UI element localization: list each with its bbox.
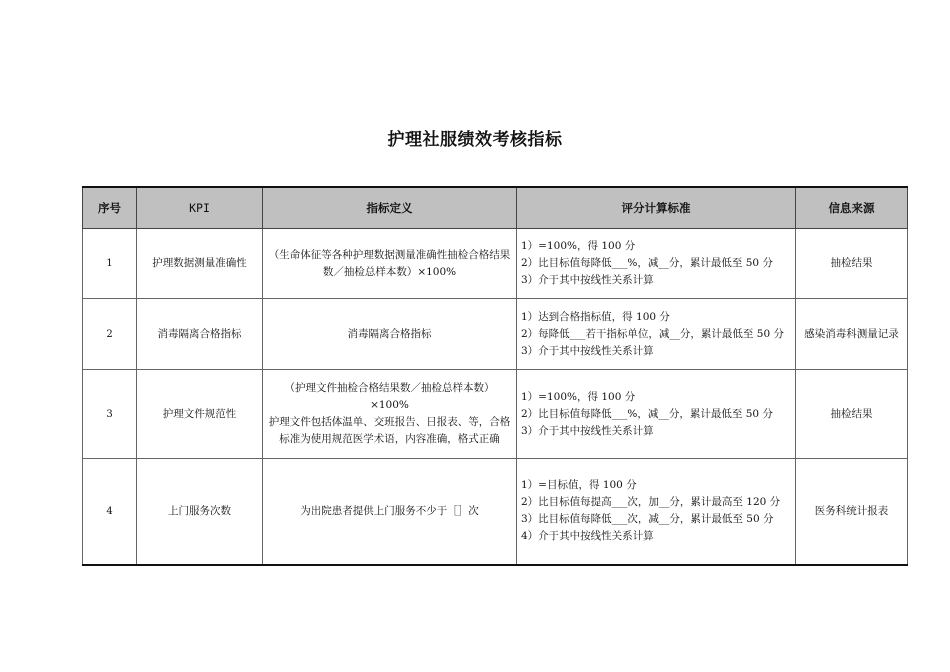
scoring-line: 1）达到合格指标值，得 100 分 bbox=[521, 310, 670, 323]
row-source: 抽检结果 bbox=[796, 370, 908, 459]
definition-line: 为出院患者提供上门服务不少于［］次 bbox=[300, 504, 479, 517]
document-title: 护理社服绩效考核指标 bbox=[387, 130, 563, 150]
table-row bbox=[83, 370, 908, 459]
table-header-row bbox=[83, 187, 908, 229]
header-definition: 指标定义 bbox=[263, 187, 517, 229]
scoring-line: 2）比目标值每降低___%，减__分，累计最低至 50 分 bbox=[521, 407, 773, 420]
row-seq: 3 bbox=[83, 370, 137, 459]
table-row bbox=[83, 229, 908, 299]
row-kpi: 护理数据测量准确性 bbox=[137, 229, 263, 299]
row-seq: 4 bbox=[83, 459, 137, 565]
row-definition bbox=[263, 299, 517, 370]
scoring-line: 4）介于其中按线性关系计算 bbox=[521, 530, 654, 543]
definition-line: （护理文件抽检合格结果数／抽检总样本数）×100% bbox=[284, 382, 495, 411]
row-kpi: 上门服务次数 bbox=[137, 459, 263, 565]
scoring-line: 1）=100%，得 100 分 bbox=[521, 240, 636, 252]
row-scoring bbox=[517, 459, 796, 565]
definition-line: 护理文件包括体温单、交班报告、日报表、等，合格标准为使用规范医学术语，内容准确，格式正确 bbox=[268, 416, 511, 445]
row-source: 抽检结果 bbox=[796, 229, 908, 299]
row-scoring bbox=[517, 299, 796, 370]
scoring-line: 2）每降低___若干指标单位，减__分，累计最低至 50 分 bbox=[521, 327, 784, 340]
table-row bbox=[83, 459, 908, 565]
scoring-line: 3）比目标值每降低___次，减__分，累计最低至 50 分 bbox=[521, 513, 774, 526]
row-kpi: 护理文件规范性 bbox=[137, 370, 263, 459]
header-kpi: KPI bbox=[137, 187, 263, 229]
definition-line: （生命体征等各种护理数据测量准确性抽检合格结果数／抽检总样本数）×100% bbox=[268, 248, 511, 278]
scoring-line: 3）介于其中按线性关系计算 bbox=[521, 274, 654, 286]
row-definition bbox=[263, 229, 517, 299]
row-source: 感染消毒科测量记录 bbox=[796, 299, 908, 370]
scoring-line: 2）比目标值每降低___%，减__分，累计最低至 50 分 bbox=[521, 257, 773, 269]
row-definition bbox=[263, 370, 517, 459]
row-seq: 1 bbox=[83, 229, 137, 299]
row-scoring bbox=[517, 229, 796, 299]
row-kpi: 消毒隔离合格指标 bbox=[137, 299, 263, 370]
header-seq: 序号 bbox=[83, 187, 137, 229]
row-definition bbox=[263, 459, 517, 565]
definition-line: 消毒隔离合格指标 bbox=[347, 327, 432, 340]
scoring-line: 1）=目标值，得 100 分 bbox=[521, 479, 637, 492]
scoring-line: 1）=100%，得 100 分 bbox=[521, 390, 636, 403]
row-source: 医务科统计报表 bbox=[796, 459, 908, 565]
scoring-line: 3）介于其中按线性关系计算 bbox=[521, 344, 654, 357]
row-seq: 2 bbox=[83, 299, 137, 370]
row-scoring bbox=[517, 370, 796, 459]
scoring-line: 2）比目标值每提高___次，加__分，累计最高至 120 分 bbox=[521, 496, 781, 509]
kpi-table bbox=[82, 186, 908, 566]
header-scoring: 评分计算标准 bbox=[517, 187, 796, 229]
table-row bbox=[83, 299, 908, 370]
scoring-line: 3）介于其中按线性关系计算 bbox=[521, 424, 654, 437]
header-source: 信息来源 bbox=[796, 187, 908, 229]
